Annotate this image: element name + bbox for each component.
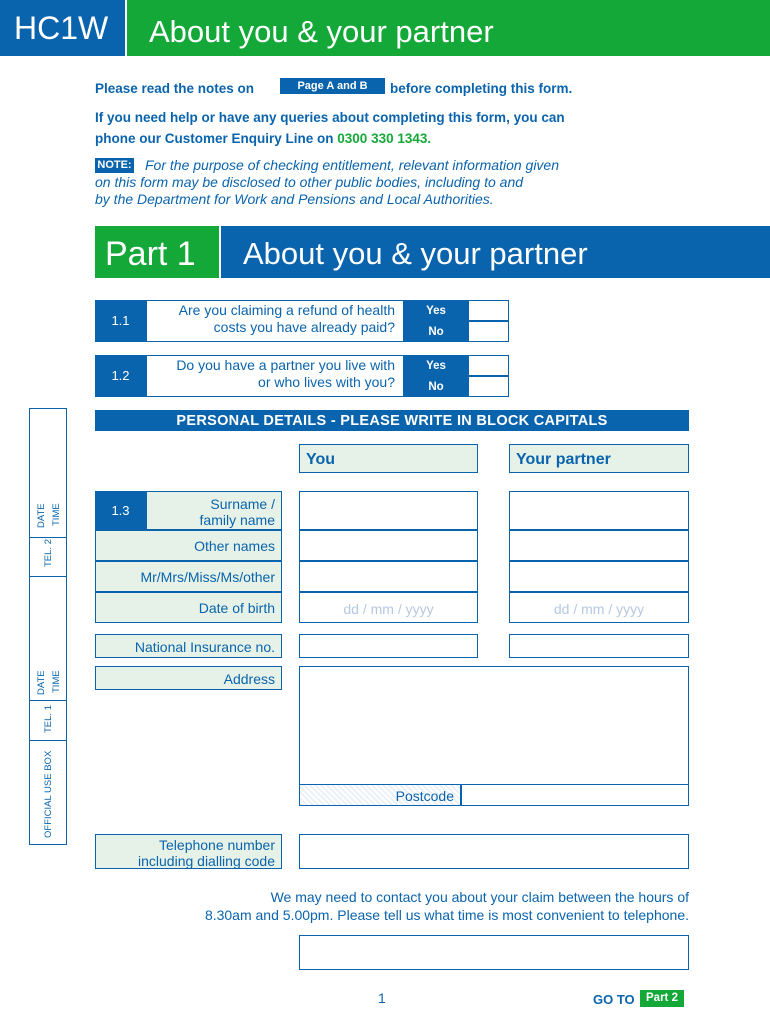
personal-details-banner: PERSONAL DETAILS - PLEASE WRITE IN BLOCK CAPITALS xyxy=(95,410,689,431)
official-divider xyxy=(29,700,67,701)
you-surname-field[interactable] xyxy=(299,491,478,530)
official-tel1-label: TEL. 1 xyxy=(43,705,54,733)
no-label: No xyxy=(404,321,468,342)
surname-label xyxy=(146,491,282,530)
you-ni-field[interactable] xyxy=(299,634,478,658)
help-line-2-text: phone our Customer Enquiry Line on xyxy=(95,131,334,146)
contact-text xyxy=(95,888,689,924)
partner-surname-field[interactable] xyxy=(509,491,689,530)
other-names-label: Other names xyxy=(95,530,282,561)
question-text xyxy=(146,300,404,342)
contact-line-1: We may need to contact you about your claim between the hours of xyxy=(270,889,689,905)
surname-label-line-1: Surname / xyxy=(210,496,275,512)
question-number: 1.3 xyxy=(95,491,146,530)
read-before-text: Please read the notes on xyxy=(95,81,255,96)
goto-label: GO TO xyxy=(593,992,635,1007)
postcode-field[interactable] xyxy=(461,784,689,806)
telephone-label-line-1: Telephone number xyxy=(159,837,275,853)
question-number: 1.1 xyxy=(95,300,146,342)
official-use-label: OFFICIAL USE BOX xyxy=(43,750,54,838)
official-date-label: DATE xyxy=(36,503,47,528)
convenient-time-field[interactable] xyxy=(299,935,689,970)
page-tag: Page A and B xyxy=(280,78,385,94)
you-dob-field[interactable]: dd / mm / yyyy xyxy=(299,592,478,623)
part-title: About you & your partner xyxy=(221,226,770,278)
part-number: Part 1 xyxy=(95,226,219,278)
official-tel2-label: TEL. 2 xyxy=(43,539,54,567)
question-line-1: Do you have a partner you live with xyxy=(176,357,395,373)
yes-label: Yes xyxy=(404,355,468,376)
form-code: HC1W xyxy=(0,0,125,56)
question-line-2: costs you have already paid? xyxy=(213,319,395,335)
column-you: You xyxy=(299,444,478,473)
yes-checkbox[interactable] xyxy=(468,355,509,376)
ni-label: National Insurance no. xyxy=(95,634,282,658)
help-line-2 xyxy=(95,131,431,146)
address-label: Address xyxy=(95,666,282,690)
column-partner: Your partner xyxy=(509,444,689,473)
official-time-label: TIME xyxy=(51,503,62,526)
partner-title-field[interactable] xyxy=(509,561,689,592)
title-label: Mr/Mrs/Miss/Ms/other xyxy=(95,561,282,592)
question-line-1: Are you claiming a refund of health xyxy=(178,302,395,318)
contact-line-2: 8.30am and 5.00pm. Please tell us what time is most convenient to telephone. xyxy=(204,907,689,923)
postcode-label: Postcode xyxy=(299,784,461,806)
dob-label: Date of birth xyxy=(95,592,282,623)
official-divider xyxy=(29,576,67,577)
telephone-label-line-2: including dialling code xyxy=(138,853,275,869)
you-other-names-field[interactable] xyxy=(299,530,478,561)
read-after-text: before completing this form. xyxy=(390,81,573,96)
official-date-label: DATE xyxy=(36,670,47,695)
telephone-field[interactable] xyxy=(299,834,689,869)
note-tag: NOTE: xyxy=(95,158,134,173)
no-label: No xyxy=(404,376,468,397)
page-number: 1 xyxy=(378,990,386,1006)
form-title: About you & your partner xyxy=(127,0,770,56)
yes-label: Yes xyxy=(404,300,468,321)
surname-label-line-2: family name xyxy=(199,512,275,528)
official-time-label: TIME xyxy=(51,670,62,693)
you-title-field[interactable] xyxy=(299,561,478,592)
telephone-label xyxy=(95,834,282,869)
help-line-1: If you need help or have any queries about completing this form, you can xyxy=(95,110,565,125)
partner-dob-field[interactable]: dd / mm / yyyy xyxy=(509,592,689,623)
note-line-3: by the Department for Work and Pensions and Local Authorities. xyxy=(95,191,494,207)
no-checkbox[interactable] xyxy=(468,376,509,397)
partner-ni-field[interactable] xyxy=(509,634,689,658)
official-divider xyxy=(29,740,67,741)
read-notes-line xyxy=(95,81,254,96)
no-checkbox[interactable] xyxy=(468,321,509,342)
question-line-2: or who lives with you? xyxy=(258,374,395,390)
question-number: 1.2 xyxy=(95,355,146,397)
official-divider xyxy=(29,537,67,538)
question-text xyxy=(146,355,404,397)
yes-checkbox[interactable] xyxy=(468,300,509,321)
partner-other-names-field[interactable] xyxy=(509,530,689,561)
note-line-1: For the purpose of checking entitlement, relevant information given xyxy=(145,157,560,173)
goto-part-link[interactable]: Part 2 xyxy=(640,990,684,1007)
phone-number: 0300 330 1343. xyxy=(337,131,432,146)
note-line-2: on this form may be disclosed to other public bodies, including to and xyxy=(95,174,524,190)
